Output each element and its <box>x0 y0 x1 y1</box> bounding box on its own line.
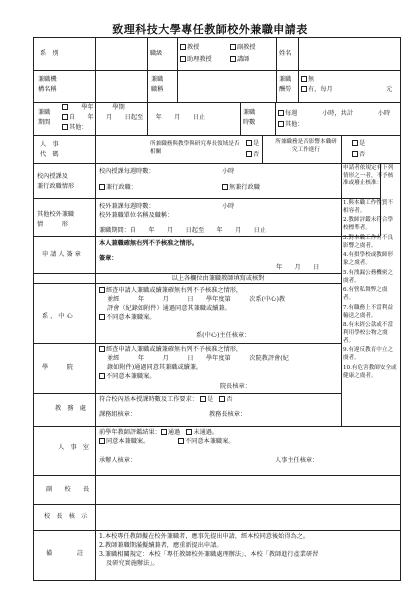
rule-item: 5.有洩漏公務機密之虞者。 <box>343 269 394 284</box>
outside-teach-hours[interactable]: 校外兼課每週時數： <box>99 203 155 210</box>
checkbox-icon <box>99 373 105 379</box>
hours-label: 兼職 <box>243 109 256 116</box>
pay-label: 兼職 <box>279 76 292 83</box>
checkbox-icon <box>301 76 307 82</box>
checkbox-icon <box>178 438 184 444</box>
applicant-date[interactable]: 年 月 日 <box>276 264 320 271</box>
applicant-label: 申 請 人 簽 章 <box>42 251 81 258</box>
checkbox-icon <box>230 56 236 62</box>
hours-weekly-option[interactable]: 每週 小時，共計 小時 <box>278 110 390 118</box>
rule-item: 1.與本職工作性質不相容者。 <box>343 200 394 214</box>
teaching-requirement-question: 符合校內基本授課時數及工作要求： 是 否 <box>99 396 233 403</box>
checkbox-icon <box>99 346 105 352</box>
checkbox-icon <box>352 140 358 146</box>
checkbox-icon <box>99 438 105 444</box>
teach-hours-field[interactable]: 校內授課每週時數： <box>99 168 155 175</box>
president-label: 校 長 核 示 <box>44 513 88 520</box>
notes-label: 備 註 <box>46 550 84 557</box>
checkbox-icon <box>278 121 284 127</box>
applicant-signature[interactable]: 簽章： <box>99 255 118 262</box>
related-no[interactable]: 否 <box>246 151 259 159</box>
checkbox-icon <box>222 184 228 190</box>
outside-org-field[interactable]: 校外兼職單位名稱及職稱： <box>99 212 174 219</box>
rank-label: 職級 <box>150 50 163 57</box>
dept-label: 系 別 <box>40 50 59 57</box>
checkbox-icon <box>246 140 252 146</box>
checkbox-icon <box>99 287 105 293</box>
period-semester-option[interactable]: 學年 學期 <box>62 104 125 112</box>
checkbox-icon[interactable] <box>219 396 225 402</box>
name-label: 姓名 <box>279 50 292 57</box>
review-header: 以上各欄位由兼職教師填寫或核對 <box>171 275 265 282</box>
checkbox-icon <box>301 86 307 92</box>
checkbox-icon <box>278 110 284 116</box>
personnel-code-label: 人 事 <box>40 141 59 148</box>
related-question: 所兼職務與教學與研究專長領域是否相關 <box>150 141 240 155</box>
rank-option-lecturer[interactable]: 講師 <box>230 56 249 64</box>
dept-review-label: 系 、 中 心 <box>42 313 73 320</box>
post-label: 兼職 <box>151 76 164 83</box>
checkbox-icon[interactable] <box>186 429 192 435</box>
evaluation-result: 前學年教師評鑑結果： 通過 未通過。 <box>99 429 219 436</box>
related-yes[interactable]: 是 <box>246 140 259 148</box>
checkbox-icon <box>180 56 186 62</box>
checkbox-icon <box>180 44 186 50</box>
checkbox-icon <box>352 151 358 157</box>
admin-yes-option[interactable]: 兼行政職： <box>99 184 137 192</box>
dept-head-signature[interactable]: 系(中心)主任核章： <box>196 332 251 339</box>
applicant-pledge: 本人兼職確無右列不予核准之情形。 <box>99 240 198 247</box>
rule-item: 9.有違反教育中立之虞者。 <box>343 347 394 362</box>
rule-item: 2.教師評鑑未符合學校標準者。 <box>343 217 394 232</box>
rule-item: 4.有損學校或教師形象之虞者。 <box>343 252 394 267</box>
pay-monthly-option[interactable]: 有，每月 <box>301 86 333 94</box>
checkbox-icon <box>246 151 252 157</box>
rank-option-assistant[interactable]: 助理教授 <box>180 56 212 64</box>
affect-yes[interactable]: 是 <box>352 140 365 148</box>
affect-no[interactable]: 否 <box>352 151 365 159</box>
checkbox-icon <box>62 114 68 120</box>
rule-item: 10.有危害教師安全或健康之虞者。 <box>343 364 397 379</box>
college-approve-option[interactable]: 經查申請人兼職或續兼確無右列不予核准之情形， <box>99 346 242 354</box>
rank-option-professor[interactable]: 教授 <box>180 44 199 52</box>
rules-list <box>343 200 398 382</box>
dean-signature[interactable]: 院長核章： <box>220 383 251 390</box>
rule-item: 8.有未經公款或不當利用學校公物之虞者。 <box>343 322 394 344</box>
checkbox-icon <box>99 184 105 190</box>
personnel-director-signature[interactable]: 人事主任核章： <box>275 457 319 464</box>
rule-item: 3.對本職工作有不良影響之虞者。 <box>343 234 394 249</box>
course-office-signature[interactable]: 課務組核章： <box>99 411 137 418</box>
clerk-signature[interactable]: 承辦人核章： <box>99 457 137 464</box>
academic-affairs-label: 教 務 處 <box>55 405 86 412</box>
personnel-disagree-option[interactable]: 不同意本兼職案。 <box>178 438 235 446</box>
current-duties-label: 校內授課及 <box>37 173 68 180</box>
note-item: 1.本校專任教師擬在校外兼職者，應事先提出申請，經本校同意後始得為之。 <box>99 533 310 540</box>
vice-president-label: 副 校 長 <box>46 486 90 493</box>
period-other-option[interactable]: 其他： <box>62 124 88 132</box>
admin-no-option[interactable]: 無兼行政職 <box>222 184 260 192</box>
personnel-agree-option[interactable]: 同意本兼職案。 <box>99 438 149 446</box>
period-label: 兼職 <box>38 109 51 116</box>
hours-other-option[interactable]: 其他： <box>278 121 304 129</box>
note-item: 及研究實施辦法」。 <box>106 560 159 567</box>
period-range-option[interactable]: 自 年 月 日起至 年 月 日止 <box>62 114 205 122</box>
checkbox-icon <box>230 44 236 50</box>
academic-dean-signature[interactable]: 教務長核章： <box>209 411 247 418</box>
org-label: 兼職機 <box>38 76 57 83</box>
rank-option-associate[interactable]: 副教授 <box>230 44 256 52</box>
other-jobs-label: 其他校外兼職 <box>37 211 75 218</box>
note-item: 3.兼職相關規定：本校「專任教師校外兼職處理辦法」、本校「教師進行產業研習 <box>99 551 319 558</box>
pay-none-option[interactable]: 無 <box>301 76 314 84</box>
personnel-office-label: 人 事 室 <box>58 444 89 451</box>
college-review-label: 學 院 <box>42 364 73 371</box>
form-title: 致理科技大學專任教師校外兼職申請表 <box>112 23 308 36</box>
rule-item: 6.有營私舞弊之虞者。 <box>343 287 388 302</box>
note-item: 2.教師兼職期滿擬續兼者，應重新提出申請。 <box>99 542 223 549</box>
checkbox-icon[interactable] <box>161 429 167 435</box>
checkbox-icon <box>62 104 68 110</box>
checkbox-icon <box>99 314 105 320</box>
rules-note: 申請者依規定有下列情形之一者，不予核准或廢止核准： <box>343 165 394 187</box>
checkbox-icon <box>62 124 68 130</box>
rule-item: 7.有職務上不當利益輸送之虞者。 <box>343 304 394 319</box>
dept-reject-option[interactable]: 不同意本兼職案。 <box>99 314 156 322</box>
outside-period-field[interactable]: 兼職期間：自 年 月 日起至 年 月 日止 <box>99 227 267 234</box>
checkbox-icon[interactable] <box>200 396 206 402</box>
dept-approve-option[interactable]: 經查申請人兼職或續兼確無右列不予核准之情形， <box>99 287 242 295</box>
affect-question: 所兼職務是否影響本職研究工作進行 <box>275 139 337 153</box>
college-reject-option[interactable]: 不同意本兼職案。 <box>99 373 156 381</box>
